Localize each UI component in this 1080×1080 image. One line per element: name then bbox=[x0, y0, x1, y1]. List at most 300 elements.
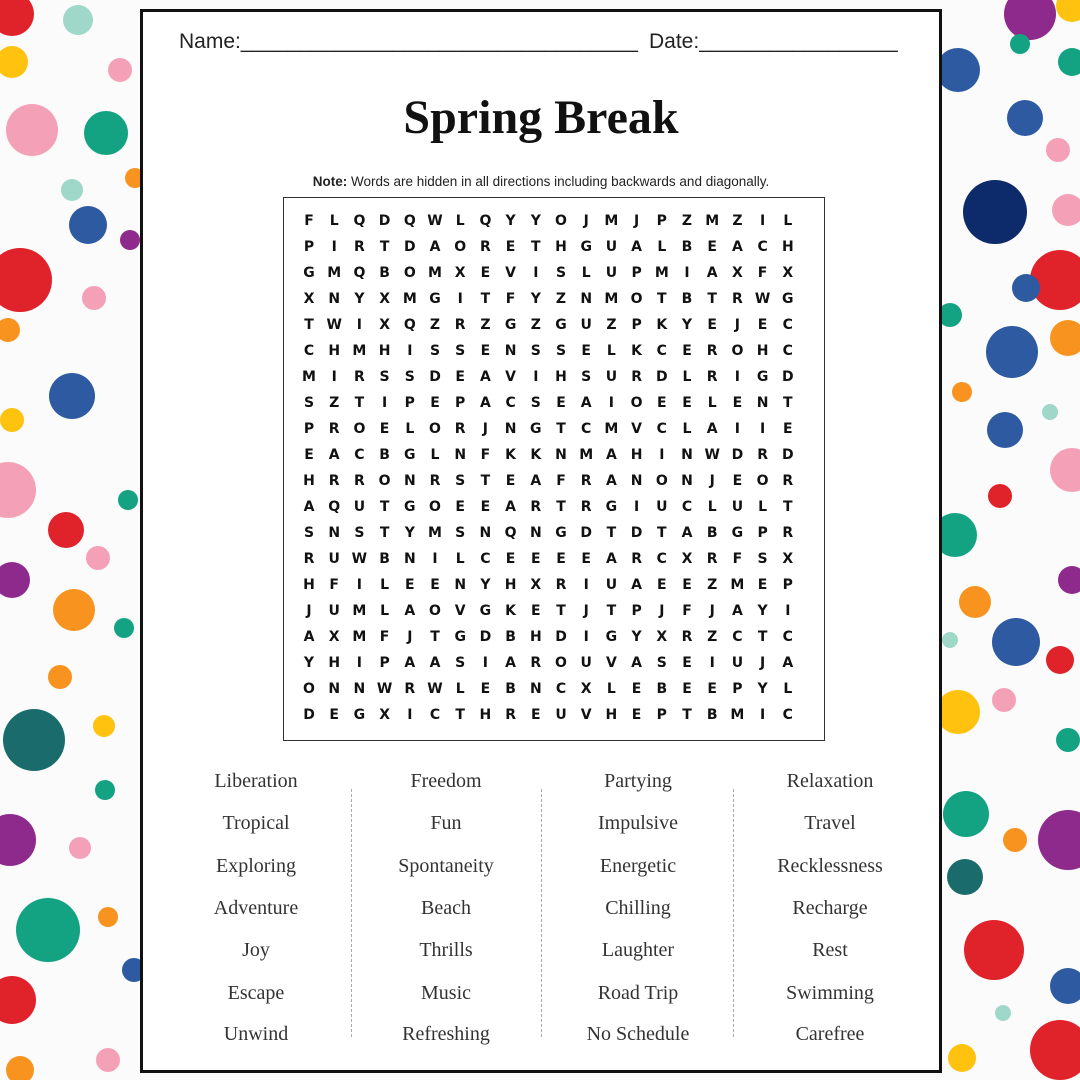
grid-letter[interactable]: G bbox=[756, 369, 769, 385]
grid-letter[interactable]: O bbox=[731, 343, 744, 359]
grid-letter[interactable]: T bbox=[657, 291, 667, 307]
grid-letter[interactable]: L bbox=[606, 343, 616, 359]
grid-letter[interactable]: I bbox=[709, 655, 715, 671]
grid-letter[interactable]: I bbox=[533, 265, 539, 281]
grid-letter[interactable]: L bbox=[707, 395, 717, 411]
grid-letter[interactable]: I bbox=[759, 213, 766, 229]
grid-letter[interactable]: B bbox=[379, 265, 390, 281]
grid-letter[interactable]: M bbox=[604, 213, 619, 229]
grid-letter[interactable]: F bbox=[682, 603, 692, 619]
grid-letter[interactable]: M bbox=[705, 213, 720, 229]
grid-letter[interactable]: S bbox=[555, 343, 567, 359]
grid-letter[interactable]: D bbox=[555, 629, 567, 645]
grid-letter[interactable]: A bbox=[303, 499, 315, 515]
grid-letter[interactable]: P bbox=[303, 421, 315, 437]
grid-letter[interactable]: H bbox=[303, 577, 315, 593]
grid-letter[interactable]: L bbox=[682, 369, 692, 385]
grid-letter[interactable]: E bbox=[581, 551, 591, 567]
grid-letter[interactable]: I bbox=[583, 577, 589, 593]
grid-letter[interactable]: N bbox=[681, 447, 693, 463]
grid-letter[interactable]: R bbox=[706, 551, 718, 567]
grid-letter[interactable]: D bbox=[429, 369, 441, 385]
grid-letter[interactable]: E bbox=[783, 421, 793, 437]
grid-letter[interactable]: N bbox=[529, 525, 542, 541]
grid-letter[interactable]: E bbox=[682, 343, 692, 359]
grid-letter[interactable]: Z bbox=[429, 317, 441, 333]
grid-letter[interactable]: R bbox=[782, 525, 794, 541]
grid-letter[interactable]: A bbox=[505, 655, 517, 671]
grid-letter[interactable]: Y bbox=[404, 525, 415, 541]
grid-letter[interactable]: L bbox=[783, 681, 793, 697]
grid-letter[interactable]: G bbox=[404, 499, 416, 515]
grid-letter[interactable]: J bbox=[306, 603, 312, 619]
grid-letter[interactable]: Z bbox=[606, 317, 617, 333]
grid-letter[interactable]: D bbox=[378, 213, 391, 229]
grid-letter[interactable]: E bbox=[682, 577, 692, 593]
grid-letter[interactable]: E bbox=[707, 681, 717, 697]
grid-letter[interactable]: V bbox=[505, 369, 517, 385]
grid-letter[interactable]: E bbox=[732, 395, 743, 411]
grid-letter[interactable]: E bbox=[430, 577, 440, 593]
grid-letter[interactable]: I bbox=[734, 421, 740, 437]
grid-letter[interactable]: P bbox=[379, 655, 390, 671]
grid-letter[interactable]: Z bbox=[681, 213, 693, 229]
grid-letter[interactable]: N bbox=[403, 473, 416, 489]
grid-letter[interactable]: S bbox=[530, 395, 541, 411]
grid-letter[interactable]: P bbox=[303, 239, 315, 255]
grid-letter[interactable]: G bbox=[555, 317, 567, 333]
grid-letter[interactable]: A bbox=[782, 655, 794, 671]
grid-letter[interactable]: J bbox=[734, 317, 740, 333]
grid-letter[interactable]: Z bbox=[732, 213, 743, 229]
grid-letter[interactable]: G bbox=[504, 317, 517, 333]
grid-letter[interactable]: K bbox=[631, 343, 643, 359]
grid-letter[interactable]: G bbox=[580, 239, 592, 255]
grid-letter[interactable]: M bbox=[352, 603, 367, 619]
grid-letter[interactable]: A bbox=[429, 655, 441, 671]
grid-letter[interactable]: U bbox=[656, 499, 668, 515]
grid-letter[interactable]: O bbox=[655, 473, 668, 489]
grid-letter[interactable]: I bbox=[533, 369, 539, 385]
grid-letter[interactable]: V bbox=[631, 421, 643, 437]
grid-letter[interactable]: A bbox=[505, 499, 517, 515]
grid-letter[interactable]: I bbox=[785, 603, 791, 619]
grid-letter[interactable]: I bbox=[759, 421, 766, 437]
grid-letter[interactable]: X bbox=[328, 629, 340, 645]
grid-letter[interactable]: E bbox=[304, 447, 314, 463]
grid-letter[interactable]: T bbox=[657, 525, 667, 541]
grid-letter[interactable]: Y bbox=[757, 681, 768, 697]
grid-letter[interactable]: F bbox=[757, 265, 768, 281]
grid-letter[interactable]: R bbox=[303, 551, 315, 567]
grid-letter[interactable]: P bbox=[631, 603, 642, 619]
grid-letter[interactable]: L bbox=[455, 551, 465, 567]
grid-letter[interactable]: I bbox=[457, 291, 463, 307]
grid-letter[interactable]: E bbox=[455, 369, 465, 385]
grid-letter[interactable]: Y bbox=[530, 213, 541, 229]
grid-letter[interactable]: E bbox=[455, 499, 465, 515]
grid-letter[interactable]: B bbox=[706, 707, 718, 723]
grid-letter[interactable]: N bbox=[756, 395, 769, 411]
grid-letter[interactable]: R bbox=[505, 707, 516, 723]
grid-letter[interactable]: W bbox=[376, 681, 393, 697]
grid-letter[interactable]: O bbox=[429, 499, 441, 515]
grid-letter[interactable]: C bbox=[303, 343, 315, 359]
grid-letter[interactable]: T bbox=[783, 395, 793, 411]
grid-letter[interactable]: Y bbox=[480, 577, 491, 593]
grid-letter[interactable]: O bbox=[303, 681, 315, 697]
grid-letter[interactable]: T bbox=[682, 707, 692, 723]
grid-letter[interactable]: I bbox=[331, 239, 337, 255]
grid-letter[interactable]: I bbox=[734, 369, 740, 385]
grid-letter[interactable]: E bbox=[480, 499, 491, 515]
grid-letter[interactable]: S bbox=[455, 473, 466, 489]
grid-letter[interactable]: E bbox=[581, 343, 591, 359]
grid-letter[interactable]: C bbox=[656, 551, 667, 567]
grid-letter[interactable]: H bbox=[328, 655, 341, 671]
grid-letter[interactable]: S bbox=[555, 265, 567, 281]
grid-letter[interactable]: R bbox=[328, 473, 340, 489]
grid-letter[interactable]: E bbox=[505, 473, 516, 489]
grid-letter[interactable]: X bbox=[530, 577, 542, 593]
date-field[interactable]: Date:_________________ bbox=[649, 30, 898, 53]
grid-letter[interactable]: F bbox=[505, 291, 516, 307]
grid-letter[interactable]: X bbox=[782, 265, 794, 281]
grid-letter[interactable]: N bbox=[328, 525, 341, 541]
grid-letter[interactable]: G bbox=[479, 603, 492, 619]
grid-letter[interactable]: D bbox=[403, 239, 416, 255]
grid-letter[interactable]: C bbox=[782, 343, 793, 359]
grid-letter[interactable]: G bbox=[353, 707, 366, 723]
grid-letter[interactable]: M bbox=[352, 343, 367, 359]
grid-letter[interactable]: Q bbox=[353, 265, 366, 281]
grid-letter[interactable]: M bbox=[579, 447, 594, 463]
grid-letter[interactable]: G bbox=[454, 629, 466, 645]
grid-letter[interactable]: N bbox=[328, 291, 341, 307]
grid-letter[interactable]: L bbox=[380, 577, 390, 593]
grid-letter[interactable]: U bbox=[580, 317, 592, 333]
grid-letter[interactable]: G bbox=[731, 525, 744, 541]
grid-letter[interactable]: N bbox=[479, 525, 492, 541]
grid-letter[interactable]: F bbox=[379, 629, 390, 645]
grid-letter[interactable]: S bbox=[581, 369, 592, 385]
grid-letter[interactable]: E bbox=[682, 655, 692, 671]
grid-letter[interactable]: I bbox=[482, 655, 488, 671]
grid-letter[interactable]: M bbox=[730, 577, 745, 593]
grid-letter[interactable]: R bbox=[732, 291, 743, 307]
grid-letter[interactable]: U bbox=[605, 369, 618, 385]
grid-letter[interactable]: U bbox=[731, 655, 744, 671]
grid-letter[interactable]: E bbox=[505, 239, 516, 255]
grid-letter[interactable]: F bbox=[732, 551, 743, 567]
grid-letter[interactable]: R bbox=[454, 421, 466, 437]
grid-letter[interactable]: R bbox=[328, 421, 340, 437]
grid-letter[interactable]: J bbox=[407, 629, 413, 645]
grid-letter[interactable]: H bbox=[529, 629, 542, 645]
grid-letter[interactable]: Z bbox=[530, 317, 541, 333]
grid-letter[interactable]: J bbox=[482, 421, 488, 437]
grid-letter[interactable]: X bbox=[580, 681, 592, 697]
grid-letter[interactable]: T bbox=[379, 525, 390, 541]
grid-letter[interactable]: A bbox=[303, 629, 315, 645]
grid-letter[interactable]: O bbox=[429, 421, 441, 437]
grid-letter[interactable]: B bbox=[505, 629, 516, 645]
grid-letter[interactable]: M bbox=[327, 265, 342, 281]
grid-letter[interactable]: V bbox=[454, 603, 466, 619]
grid-letter[interactable]: L bbox=[380, 603, 390, 619]
grid-letter[interactable]: B bbox=[505, 681, 516, 697]
grid-letter[interactable]: S bbox=[455, 343, 466, 359]
grid-letter[interactable]: C bbox=[732, 629, 743, 645]
grid-letter[interactable]: E bbox=[480, 681, 491, 697]
grid-letter[interactable]: G bbox=[530, 421, 542, 437]
grid-letter[interactable]: R bbox=[354, 239, 365, 255]
grid-letter[interactable]: U bbox=[328, 551, 340, 567]
grid-letter[interactable]: J bbox=[583, 213, 589, 229]
grid-letter[interactable]: R bbox=[354, 473, 365, 489]
grid-letter[interactable]: E bbox=[531, 707, 541, 723]
grid-letter[interactable]: I bbox=[432, 551, 438, 567]
grid-letter[interactable]: C bbox=[656, 343, 667, 359]
grid-letter[interactable]: A bbox=[404, 603, 416, 619]
grid-letter[interactable]: E bbox=[480, 343, 491, 359]
grid-letter[interactable]: Q bbox=[504, 525, 517, 541]
grid-letter[interactable]: T bbox=[480, 473, 491, 489]
grid-letter[interactable]: E bbox=[757, 317, 768, 333]
grid-letter[interactable]: T bbox=[455, 707, 465, 723]
grid-letter[interactable]: C bbox=[782, 629, 793, 645]
grid-letter[interactable]: P bbox=[656, 707, 667, 723]
grid-letter[interactable]: W bbox=[704, 447, 720, 463]
grid-letter[interactable]: O bbox=[555, 213, 567, 229]
grid-letter[interactable]: S bbox=[757, 551, 768, 567]
grid-letter[interactable]: H bbox=[781, 239, 794, 255]
grid-letter[interactable]: M bbox=[604, 421, 619, 437]
grid-letter[interactable]: C bbox=[429, 707, 441, 723]
grid-letter[interactable]: W bbox=[427, 681, 443, 697]
grid-letter[interactable]: I bbox=[608, 395, 614, 411]
grid-letter[interactable]: O bbox=[630, 395, 643, 411]
grid-letter[interactable]: G bbox=[555, 525, 567, 541]
grid-letter[interactable]: W bbox=[326, 317, 342, 333]
grid-letter[interactable]: C bbox=[480, 551, 491, 567]
grid-letter[interactable]: E bbox=[631, 707, 642, 723]
grid-letter[interactable]: U bbox=[328, 603, 340, 619]
grid-letter[interactable]: A bbox=[605, 447, 617, 463]
grid-letter[interactable]: S bbox=[455, 525, 466, 541]
grid-letter[interactable]: R bbox=[555, 577, 567, 593]
grid-letter[interactable]: O bbox=[378, 473, 391, 489]
grid-letter[interactable]: R bbox=[480, 239, 491, 255]
grid-letter[interactable]: Y bbox=[530, 291, 541, 307]
grid-letter[interactable]: H bbox=[555, 239, 567, 255]
grid-letter[interactable]: E bbox=[405, 577, 415, 593]
grid-letter[interactable]: X bbox=[454, 265, 466, 281]
grid-letter[interactable]: N bbox=[353, 681, 366, 697]
grid-letter[interactable]: Q bbox=[403, 317, 416, 333]
grid-letter[interactable]: J bbox=[709, 473, 715, 489]
grid-letter[interactable]: T bbox=[783, 499, 793, 515]
grid-letter[interactable]: N bbox=[454, 577, 467, 593]
grid-letter[interactable]: A bbox=[530, 473, 542, 489]
grid-letter[interactable]: W bbox=[754, 291, 771, 307]
grid-letter[interactable]: E bbox=[657, 577, 667, 593]
grid-letter[interactable]: X bbox=[656, 629, 668, 645]
grid-letter[interactable]: V bbox=[605, 655, 617, 671]
grid-letter[interactable]: E bbox=[556, 551, 566, 567]
grid-letter[interactable]: E bbox=[556, 395, 566, 411]
grid-letter[interactable]: R bbox=[354, 369, 365, 385]
grid-letter[interactable]: I bbox=[583, 629, 589, 645]
grid-letter[interactable]: M bbox=[604, 291, 619, 307]
grid-letter[interactable]: N bbox=[454, 447, 467, 463]
grid-letter[interactable]: M bbox=[302, 369, 316, 385]
grid-letter[interactable]: U bbox=[580, 655, 592, 671]
grid-letter[interactable]: Z bbox=[707, 577, 718, 593]
grid-letter[interactable]: H bbox=[630, 447, 643, 463]
grid-letter[interactable]: R bbox=[530, 655, 542, 671]
grid-letter[interactable]: B bbox=[706, 525, 718, 541]
grid-letter[interactable]: N bbox=[504, 343, 517, 359]
grid-letter[interactable]: T bbox=[556, 499, 566, 515]
grid-letter[interactable]: R bbox=[706, 369, 718, 385]
grid-letter[interactable]: A bbox=[706, 421, 718, 437]
grid-letter[interactable]: G bbox=[605, 499, 618, 515]
grid-letter[interactable]: R bbox=[631, 369, 642, 385]
grid-letter[interactable]: R bbox=[404, 681, 416, 697]
grid-letter[interactable]: F bbox=[304, 213, 314, 229]
grid-letter[interactable]: O bbox=[555, 655, 567, 671]
grid-letter[interactable]: U bbox=[605, 239, 618, 255]
grid-letter[interactable]: H bbox=[756, 343, 769, 359]
grid-letter[interactable]: A bbox=[731, 239, 743, 255]
grid-letter[interactable]: G bbox=[404, 447, 416, 463]
grid-letter[interactable]: Y bbox=[354, 291, 365, 307]
grid-letter[interactable]: S bbox=[303, 525, 315, 541]
grid-letter[interactable]: C bbox=[505, 395, 516, 411]
grid-letter[interactable]: R bbox=[429, 473, 441, 489]
word-search-grid[interactable] bbox=[283, 197, 825, 741]
grid-letter[interactable]: Y bbox=[681, 317, 693, 333]
grid-letter[interactable]: N bbox=[403, 551, 416, 567]
grid-letter[interactable]: P bbox=[455, 395, 466, 411]
grid-letter[interactable]: R bbox=[454, 317, 466, 333]
grid-letter[interactable]: O bbox=[353, 421, 366, 437]
grid-letter[interactable]: I bbox=[356, 577, 362, 593]
grid-letter[interactable]: E bbox=[657, 395, 667, 411]
grid-letter[interactable]: W bbox=[351, 551, 368, 567]
grid-letter[interactable]: P bbox=[757, 525, 768, 541]
grid-letter[interactable]: H bbox=[504, 577, 517, 593]
grid-letter[interactable]: N bbox=[580, 291, 593, 307]
grid-letter[interactable]: X bbox=[303, 291, 315, 307]
grid-letter[interactable]: J bbox=[659, 603, 665, 619]
grid-letter[interactable]: O bbox=[756, 473, 769, 489]
grid-letter[interactable]: B bbox=[656, 681, 668, 697]
grid-letter[interactable]: N bbox=[681, 473, 693, 489]
grid-letter[interactable]: Z bbox=[480, 317, 491, 333]
grid-letter[interactable]: E bbox=[707, 239, 717, 255]
grid-letter[interactable]: R bbox=[530, 499, 542, 515]
grid-letter[interactable]: L bbox=[758, 499, 768, 515]
grid-letter[interactable]: R bbox=[580, 473, 592, 489]
grid-letter[interactable]: L bbox=[707, 499, 717, 515]
grid-letter[interactable]: J bbox=[633, 213, 640, 229]
grid-letter[interactable]: C bbox=[354, 447, 365, 463]
grid-letter[interactable]: D bbox=[479, 629, 492, 645]
grid-letter[interactable]: P bbox=[782, 577, 793, 593]
grid-letter[interactable]: N bbox=[630, 473, 643, 489]
grid-letter[interactable]: K bbox=[505, 603, 517, 619]
grid-letter[interactable]: Y bbox=[303, 655, 315, 671]
grid-letter[interactable]: E bbox=[707, 317, 717, 333]
grid-letter[interactable]: L bbox=[783, 213, 793, 229]
grid-letter[interactable]: I bbox=[381, 395, 388, 411]
grid-letter[interactable]: T bbox=[556, 603, 566, 619]
grid-letter[interactable]: T bbox=[531, 239, 541, 255]
grid-letter[interactable]: C bbox=[555, 681, 567, 697]
grid-letter[interactable]: U bbox=[353, 499, 366, 515]
grid-letter[interactable]: C bbox=[656, 421, 667, 437]
grid-letter[interactable]: E bbox=[732, 473, 743, 489]
grid-letter[interactable]: X bbox=[379, 291, 390, 307]
grid-letter[interactable]: P bbox=[631, 317, 642, 333]
grid-letter[interactable]: K bbox=[530, 447, 542, 463]
grid-letter[interactable]: K bbox=[505, 447, 517, 463]
grid-letter[interactable]: E bbox=[430, 395, 440, 411]
grid-letter[interactable]: G bbox=[303, 265, 315, 281]
grid-letter[interactable]: N bbox=[504, 421, 517, 437]
grid-letter[interactable]: E bbox=[480, 265, 491, 281]
grid-letter[interactable]: N bbox=[328, 681, 341, 697]
grid-letter[interactable]: M bbox=[428, 265, 442, 281]
grid-letter[interactable]: R bbox=[706, 343, 718, 359]
grid-letter[interactable]: T bbox=[606, 603, 617, 619]
grid-letter[interactable]: G bbox=[605, 629, 618, 645]
grid-letter[interactable]: E bbox=[682, 395, 692, 411]
grid-letter[interactable]: I bbox=[407, 343, 413, 359]
grid-letter[interactable]: D bbox=[303, 707, 315, 723]
grid-letter[interactable]: D bbox=[580, 525, 592, 541]
grid-letter[interactable]: Z bbox=[555, 291, 567, 307]
grid-letter[interactable]: T bbox=[379, 499, 390, 515]
grid-letter[interactable]: Q bbox=[353, 213, 366, 229]
grid-letter[interactable]: R bbox=[757, 447, 768, 463]
grid-letter[interactable]: J bbox=[709, 603, 715, 619]
grid-letter[interactable]: Q bbox=[479, 213, 492, 229]
grid-letter[interactable]: V bbox=[505, 265, 517, 281]
grid-letter[interactable]: A bbox=[631, 655, 643, 671]
grid-letter[interactable]: D bbox=[781, 447, 794, 463]
grid-letter[interactable]: E bbox=[757, 577, 768, 593]
grid-letter[interactable]: E bbox=[379, 421, 390, 437]
grid-letter[interactable]: Z bbox=[329, 395, 340, 411]
grid-letter[interactable]: B bbox=[379, 551, 390, 567]
grid-letter[interactable]: E bbox=[531, 603, 541, 619]
grid-letter[interactable]: D bbox=[630, 525, 643, 541]
grid-letter[interactable]: T bbox=[304, 317, 314, 333]
grid-letter[interactable]: U bbox=[605, 265, 618, 281]
grid-letter[interactable]: P bbox=[404, 395, 415, 411]
grid-letter[interactable]: T bbox=[480, 291, 491, 307]
grid-letter[interactable]: O bbox=[429, 603, 441, 619]
grid-letter[interactable]: U bbox=[731, 499, 744, 515]
grid-letter[interactable]: E bbox=[631, 681, 642, 697]
grid-letter[interactable]: I bbox=[407, 707, 413, 723]
grid-letter[interactable]: L bbox=[329, 213, 339, 229]
grid-letter[interactable]: T bbox=[707, 291, 717, 307]
grid-letter[interactable]: G bbox=[782, 291, 794, 307]
